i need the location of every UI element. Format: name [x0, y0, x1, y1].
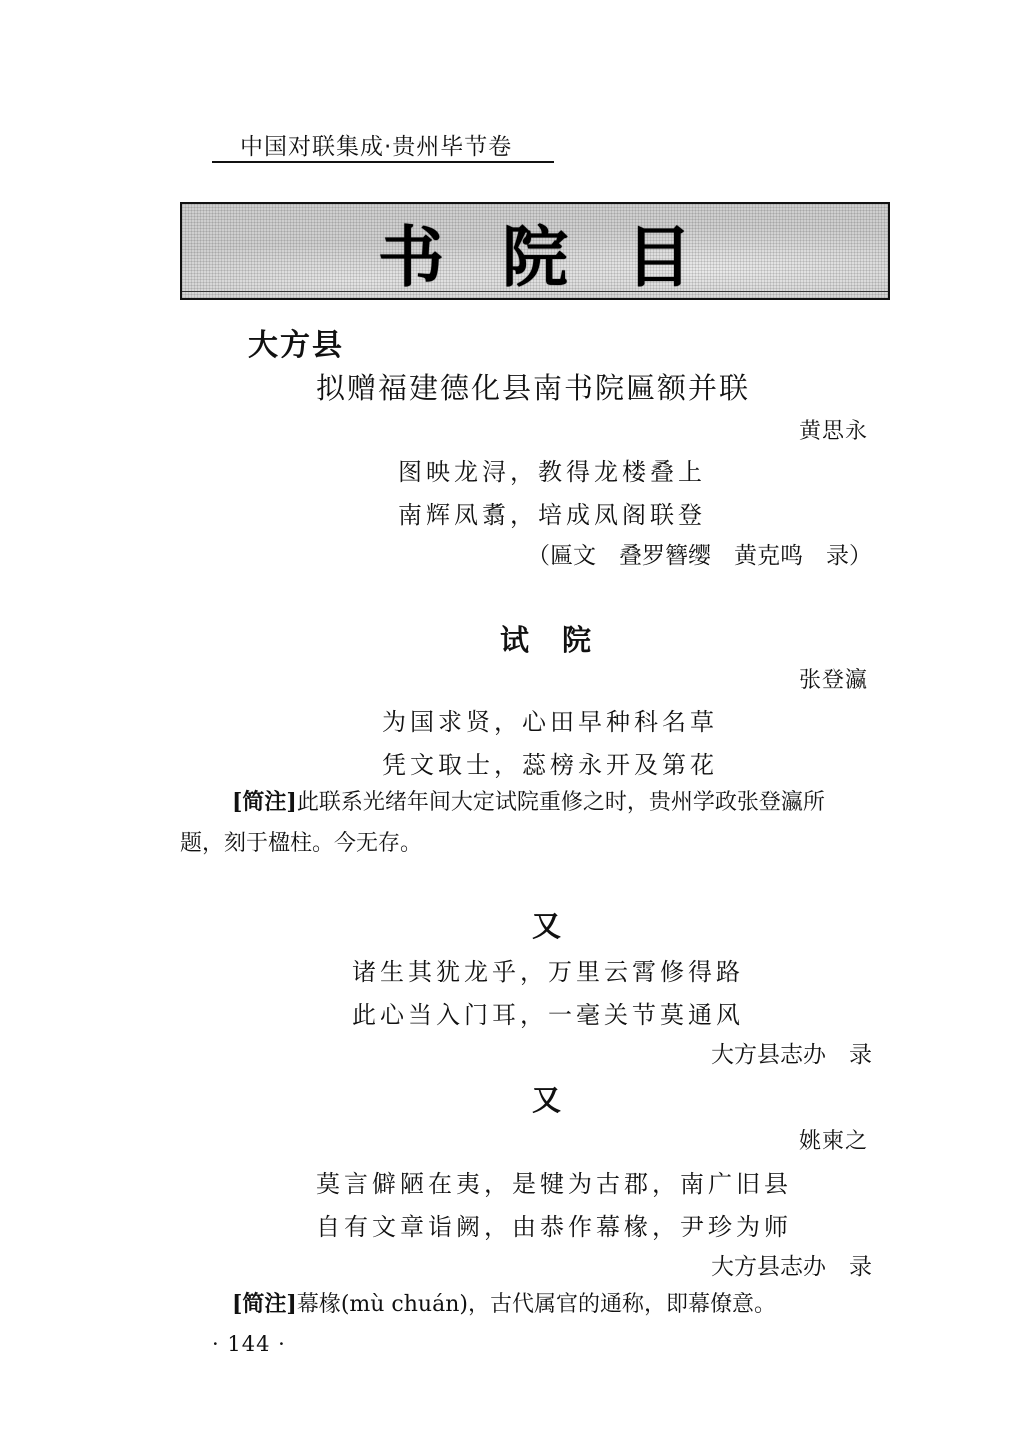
page-number: · 144 · — [212, 1332, 286, 1356]
couplet-line-2a: 为国求贤，心田早种科名草 — [382, 708, 718, 736]
annotation-2-line1 — [232, 780, 825, 825]
annotation-label: [简注] — [232, 1291, 297, 1317]
couplet-author-4: 姚柬之 — [798, 1129, 868, 1154]
header-underline — [212, 161, 554, 163]
couplet-line-2b: 凭文取士，蕊榜永开及第花 — [382, 751, 718, 779]
annotation-label: [简注] — [232, 789, 297, 815]
couplet-title-1: 拟赠福建德化县南书院匾额并联 — [316, 371, 751, 405]
couplet-title-2: 试 院 — [500, 623, 594, 657]
couplet-line-4a: 莫言僻陋在夷，是犍为古郡，南广旧县 — [316, 1170, 792, 1198]
couplet-title-3: 又 — [532, 909, 564, 943]
couplet-line-1a: 图映龙浔，教得龙楼叠上 — [398, 458, 706, 486]
couplet-line-3a: 诸生其犹龙乎，万里云霄修得路 — [352, 958, 744, 986]
couplet-line-1b: 南辉凤翥，培成凤阁联登 — [398, 501, 706, 529]
couplet-author-2: 张登瀛 — [798, 668, 868, 693]
county-heading: 大方县 — [248, 328, 344, 363]
couplet-line-4b: 自有文章诣阙，由恭作幕椽，尹珍为师 — [316, 1213, 792, 1241]
running-header: 中国对联集成·贵州毕节卷 — [240, 134, 513, 160]
couplet-title-4: 又 — [532, 1083, 564, 1117]
annotation-text: 此联系光绪年间大定试院重修之时，贵州学政张登瀛所 — [296, 790, 825, 815]
annotation-text: 幕椽(mù chuán)，古代属官的通称，即幕僚意。 — [296, 1292, 776, 1317]
annotation-2-line2: 题，刻于楹柱。今无存。 — [180, 831, 423, 856]
recorder-note-1: （匾文 叠罗簪缨 黄克鸣 录） — [527, 543, 872, 569]
couplet-author-1: 黄思永 — [798, 419, 868, 444]
banner-title: 书院目 — [378, 218, 750, 296]
recorder-note-4: 大方县志办 录 — [711, 1254, 872, 1280]
recorder-note-3: 大方县志办 录 — [711, 1042, 872, 1068]
section-banner — [180, 202, 890, 300]
couplet-line-3b: 此心当入门耳，一毫关节莫通风 — [352, 1001, 744, 1029]
annotation-4 — [232, 1282, 776, 1327]
